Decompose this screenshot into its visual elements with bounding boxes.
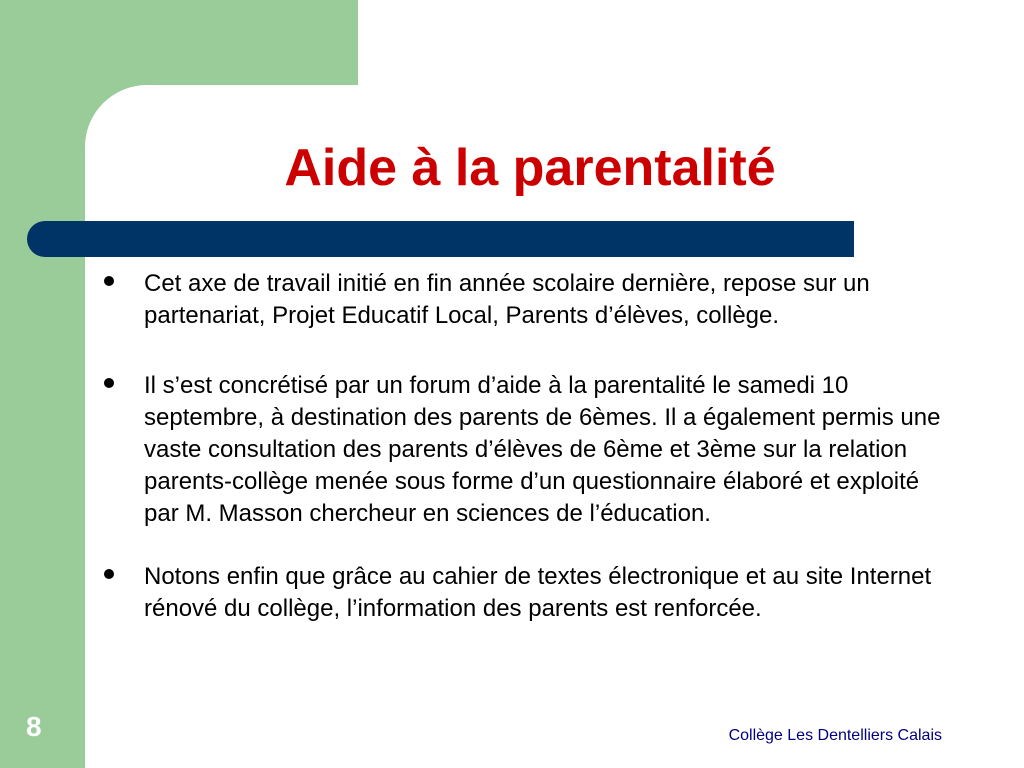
footer-text: Collège Les Dentelliers Calais	[728, 727, 942, 744]
bullet-text: Notons enfin que grâce au cahier de textes électronique et au site Internet rénové du collège, l’information des parents est renforcée.	[144, 563, 932, 622]
bullet-dot-icon	[104, 569, 114, 579]
bullet-dot-icon	[104, 276, 114, 286]
bullet-text: Cet axe de travail initié en fin année scolaire dernière, repose sur un partenariat, Projet Educatif Local, Parents d’élèves, collège.	[144, 270, 870, 329]
bullet-text: Il s’est concrétisé par un forum d’aide à la parentalité le samedi 10 septembre, à destination des parents de 6èmes. Il a également permis une vaste consultation des parents d’élèves de 6ème et 3ème sur la relation parents-collège menée sous forme d’un questionnaire élaboré et exploité par M. Masson chercheur en sciences de l’éducation.	[144, 372, 941, 527]
bullet-dot-icon	[104, 378, 114, 388]
page-number: 8	[26, 711, 42, 742]
slide-title: Aide à la parentalité	[284, 139, 776, 197]
